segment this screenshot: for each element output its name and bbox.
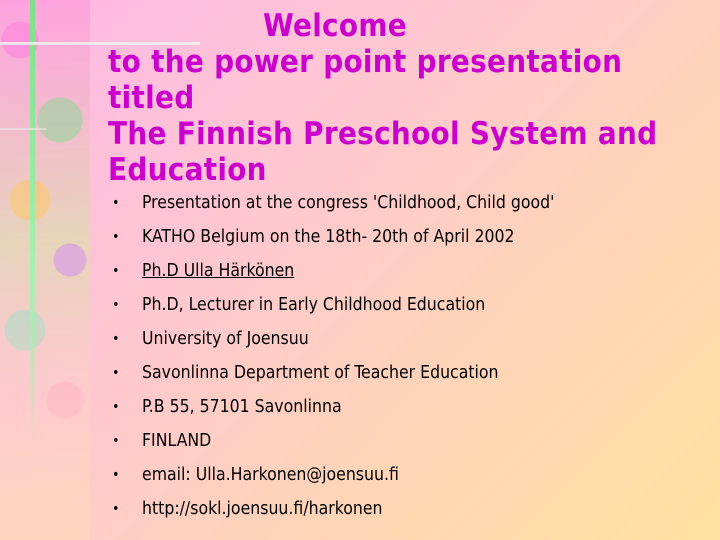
list-item (112, 458, 712, 492)
bullet-icon: • (112, 331, 120, 347)
title-line-1: Welcome (263, 8, 407, 44)
list-item-text: Presentation at the congress 'Childhood, Child good' (142, 193, 555, 213)
list-item-text: Ph.D, Lecturer in Early Childhood Education (142, 295, 486, 315)
list-item (112, 186, 712, 220)
decorative-white-line-small (0, 128, 46, 130)
strip-fade (0, 280, 90, 540)
list-item (112, 390, 712, 424)
list-item (112, 254, 712, 288)
bullet-icon: • (112, 467, 120, 483)
title-line-2: to the power point presentation titled (108, 44, 623, 116)
author-link[interactable]: Ph.D Ulla Härkönen (142, 261, 295, 281)
list-item-text: KATHO Belgium on the 18th- 20th of April 2002 (142, 227, 515, 247)
bullet-icon: • (112, 365, 120, 381)
bullet-icon: • (112, 501, 120, 517)
list-item-text: University of Joensuu (142, 329, 309, 349)
bullet-icon: • (112, 433, 120, 449)
list-item (112, 288, 712, 322)
list-item-text: P.B 55, 57101 Savonlinna (142, 397, 342, 417)
list-item (112, 220, 712, 254)
bullet-icon: • (112, 229, 120, 245)
list-item-text: FINLAND (142, 431, 212, 451)
email-text: email: Ulla.Harkonen@joensuu.fi (142, 465, 399, 485)
url-text: http://sokl.joensuu.fi/harkonen (142, 499, 383, 519)
list-item (112, 356, 712, 390)
bullet-icon: • (112, 297, 120, 313)
list-item (112, 492, 712, 526)
title-line-4: Education (108, 152, 267, 188)
bullet-list (112, 186, 712, 526)
slide-title (108, 8, 708, 188)
list-item-text: Savonlinna Department of Teacher Education (142, 363, 499, 383)
bullet-icon: • (112, 195, 120, 211)
bullet-icon: • (112, 263, 120, 279)
list-item (112, 424, 712, 458)
decorative-green-line (30, 0, 35, 450)
list-item (112, 322, 712, 356)
title-line-3: The Finnish Preschool System and (108, 116, 658, 152)
bullet-icon: • (112, 399, 120, 415)
